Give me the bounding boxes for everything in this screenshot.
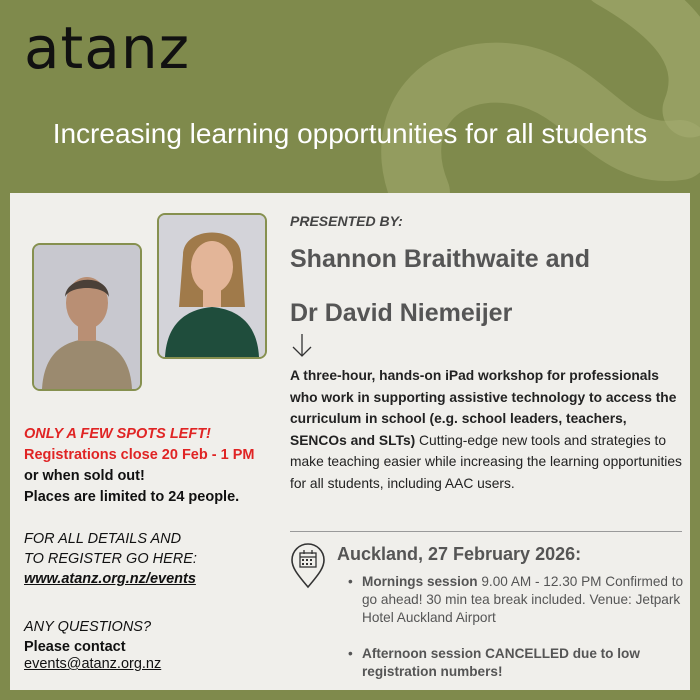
event-location-date: Auckland, 27 February 2026: xyxy=(337,544,582,564)
session-list xyxy=(346,573,686,681)
info-card xyxy=(10,193,690,690)
workshop-description xyxy=(290,365,682,494)
presenter-names-line1: Shannon Braithwaite and xyxy=(290,245,591,273)
session-item-afternoon xyxy=(346,645,686,681)
sold-out-note: or when sold out! xyxy=(24,468,145,484)
workshop-description-rest: Cutting-edge new tools and strategies to make teaching easier while increasing the learning opportunities for all students, including AAC users. xyxy=(290,432,682,491)
session-item-morning xyxy=(346,573,686,627)
session-morning-details: 9.00 AM - 12.30 PM Confirmed to go ahead! 30 min tea break included. Venue: Jetpark Hotel Auckland Airport xyxy=(362,574,684,625)
page-headline: Increasing learning opportunities for all students xyxy=(52,118,648,149)
places-limit: Places are limited to 24 people. xyxy=(24,489,240,505)
details-label-1: FOR ALL DETAILS AND xyxy=(24,531,182,547)
spots-left-alert: ONLY A FEW SPOTS LEFT! xyxy=(24,426,211,442)
details-label-2: TO REGISTER GO HERE: xyxy=(24,551,197,567)
presenter-names-line2: Dr David Niemeijer xyxy=(290,299,513,327)
decorative-swirl xyxy=(380,0,700,193)
contact-email-link[interactable]: events@atanz.org.nz xyxy=(24,656,162,672)
registration-deadline: Registrations close 20 Feb - 1 PM xyxy=(24,447,255,463)
events-link[interactable]: www.atanz.org.nz/events xyxy=(24,571,196,587)
presenter-photo-david xyxy=(32,243,142,391)
header-banner xyxy=(0,0,700,193)
section-divider xyxy=(290,531,682,532)
calendar-pin-icon xyxy=(290,543,326,589)
atanz-logo[interactable]: atanz xyxy=(24,14,191,82)
questions-heading: ANY QUESTIONS? xyxy=(24,619,152,635)
workshop-description-bold: A three-hour, hands-on iPad workshop for professionals who work in supporting assistive technology to access the curriculum in school (e.g. school leaders, teachers, SENCOs and SLTs) xyxy=(290,368,677,448)
presenter-photo-shannon xyxy=(157,213,267,359)
session-morning-title: Mornings session xyxy=(362,574,478,589)
session-afternoon-notice: Afternoon session CANCELLED due to low registration numbers! xyxy=(362,646,640,679)
presented-by-label: PRESENTED BY: xyxy=(290,213,403,229)
arrow-down-icon xyxy=(290,333,314,359)
contact-label: Please contact xyxy=(24,639,126,655)
